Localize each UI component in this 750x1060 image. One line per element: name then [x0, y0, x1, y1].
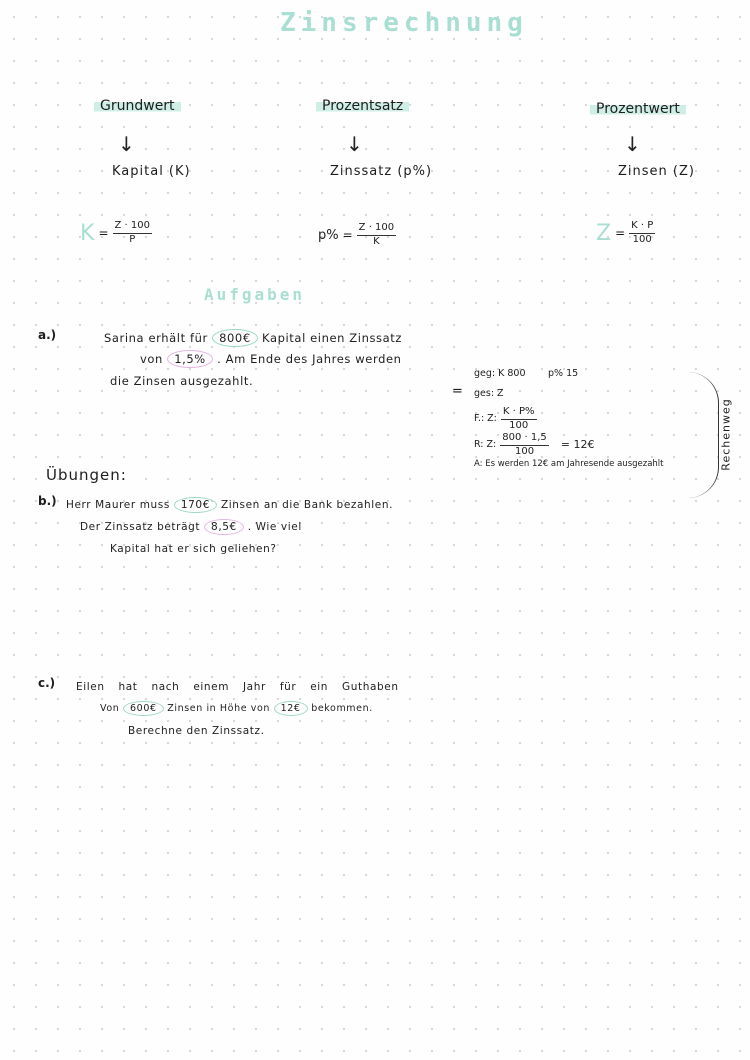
task-b-line2	[80, 516, 302, 538]
arrow-down-icon: ↓	[118, 132, 135, 156]
formula-lhs: K	[80, 220, 95, 246]
task-b-text: Der Zinssatz beträgt	[80, 521, 201, 533]
task-c-balance-value: 600€	[123, 701, 164, 716]
solution-calc-fraction	[500, 432, 549, 458]
formula-eq: =	[98, 226, 109, 240]
formula-eq: =	[342, 228, 353, 242]
solution-geg: geg: K 800	[474, 368, 526, 379]
task-b-text: Zinsen an die Bank bezahlen.	[220, 499, 394, 511]
task-a-line2	[140, 348, 402, 370]
task-c-line3: Berechne den Zinssatz.	[128, 725, 265, 737]
formula-lhs: Z	[596, 220, 612, 246]
arrow-down-icon: ↓	[624, 132, 641, 156]
task-b-label: b.)	[38, 494, 57, 508]
term-zinsen: Zinsen (Z)	[618, 164, 695, 179]
solution-formula-fraction	[501, 406, 537, 432]
formula-eq: =	[615, 226, 626, 240]
formula-numerator: Z · 100	[357, 222, 396, 236]
task-b-text: . Wie viel	[247, 521, 302, 533]
solution-ges: ges: Z	[474, 388, 504, 399]
formula-lhs: p%	[318, 227, 339, 243]
task-b-rate-value: 8,5€	[204, 519, 244, 535]
solution-calculation	[474, 432, 595, 458]
task-c-text: Zinsen in Höhe von	[167, 703, 271, 714]
task-a-text: . Am Ende des Jahres werden	[217, 352, 402, 366]
task-c-interest-value: 12€	[274, 701, 308, 716]
task-c-line1: Eilen hat nach einem Jahr für ein Guthaben	[76, 681, 399, 693]
task-b-line1	[66, 494, 393, 516]
task-a-line1	[104, 327, 402, 349]
heading-prozentwert: Prozentwert	[590, 101, 686, 117]
task-b-interest-value: 170€	[174, 497, 217, 513]
solution-calc-denominator: 100	[514, 445, 535, 457]
task-a-line3: die Zinsen ausgezahlt.	[110, 374, 254, 388]
page-title: Zinsrechnung	[280, 8, 528, 38]
formula-zinssatz	[318, 222, 396, 248]
solution-calc-result: = 12€	[560, 438, 595, 451]
term-zinssatz: Zinssatz (p%)	[330, 164, 433, 179]
section-heading-aufgaben: Aufgaben	[204, 285, 306, 304]
heading-prozentsatz: Prozentsatz	[316, 98, 409, 114]
task-c-text: Von	[100, 703, 120, 714]
term-kapital: Kapital (K)	[112, 164, 191, 179]
formula-fraction	[357, 222, 396, 248]
task-a-label: a.)	[38, 328, 57, 342]
arrow-down-icon: ↓	[346, 132, 363, 156]
task-b-line3: Kapital hat er sich geliehen?	[110, 543, 277, 555]
task-c-label: c.)	[38, 676, 56, 690]
solution-eq-sign: =	[452, 384, 463, 399]
formula-denominator: 100	[632, 233, 652, 245]
solution-answer: A: Es werden 12€ am Jahresende ausgezahlt	[474, 459, 664, 469]
solution-formula	[474, 406, 537, 432]
solution-formula-label: F.: Z:	[474, 413, 497, 424]
task-a-capital-value: 800€	[212, 329, 258, 347]
task-a-rate-value: 1,5%	[167, 350, 213, 368]
task-a-text: Kapital einen Zinssatz	[262, 331, 403, 345]
heading-grundwert: Grundwert	[94, 98, 181, 114]
formula-fraction	[629, 220, 655, 246]
solution-brace	[688, 372, 719, 498]
rechenweg-label: Rechenweg	[719, 398, 733, 471]
task-a-text: Sarina erhält für	[104, 331, 208, 345]
solution-formula-numerator: K · P%	[501, 406, 537, 420]
task-c-line2	[100, 698, 373, 720]
task-c-text: bekommen.	[311, 703, 373, 714]
task-b-text: Herr Maurer muss	[66, 499, 170, 511]
formula-numerator: K · P	[629, 220, 655, 234]
section-heading-uebungen: Übungen:	[46, 466, 127, 484]
task-a-text: von	[140, 352, 163, 366]
solution-formula-denominator: 100	[509, 419, 529, 431]
solution-calc-label: R: Z:	[474, 439, 497, 450]
formula-denominator: P	[129, 233, 136, 245]
solution-calc-numerator: 800 · 1,5	[500, 432, 549, 446]
formula-numerator: Z · 100	[113, 220, 152, 234]
formula-denominator: K	[373, 235, 380, 247]
formula-zinsen	[596, 220, 655, 246]
formula-fraction	[113, 220, 152, 246]
formula-kapital	[80, 220, 152, 246]
solution-geg-p: p% 15	[548, 368, 579, 379]
